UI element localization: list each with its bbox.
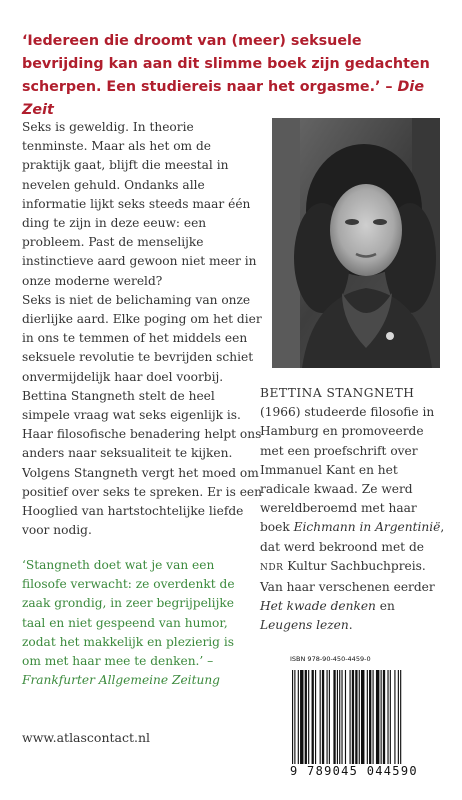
bio-book-2: Het kwade denken (260, 599, 376, 614)
barcode-number: 9 789045 044590 (288, 764, 442, 778)
green-quote (22, 556, 250, 690)
author-bio (260, 384, 450, 636)
bio-text-2: , dat werd bekroond met de (260, 520, 445, 554)
isbn-label: ISBN 978-90-450-4459-0 (290, 655, 371, 663)
bio-text-3: Kultur Sachbuchpreis. Van haar verschenen eerder (260, 558, 435, 595)
bio-ndr: NDR (260, 562, 284, 573)
bio-book-3: Leugens lezen (260, 618, 349, 633)
blurb (22, 118, 262, 540)
top-quote (22, 30, 442, 122)
bio-text-4: en (375, 599, 395, 614)
green-quote-source: Frankfurter Allgemeine Zeitung (22, 673, 220, 688)
top-quote-text: ‘Iedereen die droomt van (meer) seksuele bevrijding kan aan dit slimme boek zijn gedachten scherpen. Een studiereis naar het orgasme.’ – (22, 33, 430, 95)
publisher-website: www.atlascontact.nl (22, 730, 151, 745)
bio-text-1: (1966) studeerde filosofie in Hamburg en promoveerde met een proefschrift over Immanuel Kant en het radicale kwaad. Ze werd wereldberoemd met haar boek (260, 405, 435, 535)
barcode (288, 665, 440, 775)
bio-book-1: Eichmann in Argentinië (293, 520, 441, 535)
author-photo (272, 118, 440, 368)
blurb-paragraph-1: Seks is geweldig. In theorie tenminste. Maar als het om de praktijk gaat, blijft die meestal in nevelen gehuld. Ondanks alle informatie lijkt seks steeds maar één ding te zijn in deze eeuw: een probleem. Past de menselijke instinctieve aard gewoon niet meer in onze moderne wereld? (22, 120, 257, 288)
bio-text-5: . (348, 618, 353, 633)
author-portrait-image (272, 118, 440, 368)
top-quote-source: Die Zeit (22, 79, 425, 118)
blurb-paragraph-2: Seks is niet de belichaming van onze dierlijke aard. Elke poging om het dier in ons te temmen of het middels een seksuele revolutie te bevrijden schiet onvermijdelijk haar doel voorbij. Bettina Stangneth stelt de heel simpele vraag wat seks eigenlijk is. Haar filosofische benadering helpt ons anders naar seksualiteit te kijken. Volgens Stangneth vergt het moed om positief over seks te spreken. Er is een Hooglied van hartstochtelijke liefde voor nodig. (22, 292, 262, 538)
author-name: BETTINA STANGNETH (260, 386, 415, 400)
green-quote-text: ‘Stangneth doet wat je van een filosofe verwacht: ze overdenkt de zaak grondig, in zeer begrijpelijke taal en niet gespeend van humor, zodat het makkelijk en plezierig is om met haar mee te denken.’ – (22, 558, 235, 669)
